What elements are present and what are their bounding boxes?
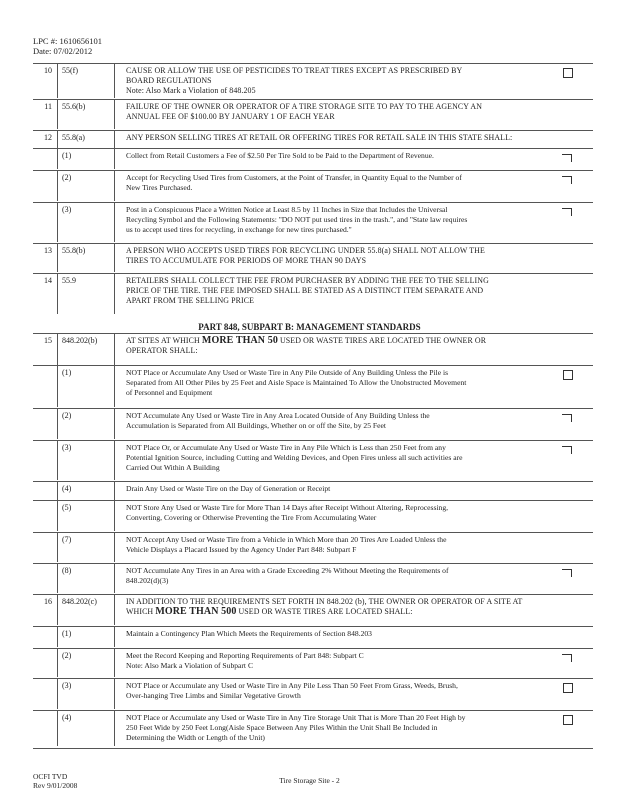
requirement-line: NOT Place or Accumulate any Used or Waste Tire in Any Tire Storage Unit That is More Than 20 Feet High by [126,713,466,722]
section-reference: (7) [62,535,72,544]
requirement-line: NOT Accumulate Any Tires in an Area with a Grade Exceeding 2% Without Meeting the Requirements of [126,566,449,575]
column-divider [114,678,115,709]
requirement-line: NOT Place Or, or Accumulate Any Used or Waste Tire in Any Pile Which is Less than 250 Feet from any [126,443,446,452]
column-divider [57,626,58,647]
requirement-text [126,66,546,97]
footer-form-id: OCFI TVD [33,772,68,781]
requirement-line: CAUSE OR ALLOW THE USE OF PESTICIDES TO TREAT TIRES EXCEPT AS PRESCRIBED BY [126,66,463,75]
requirement-line: Vehicle Displays a Placard Issued by the Agency Under Part 848: Subpart F [126,545,357,555]
row-divider [33,333,593,334]
requirement-text [126,443,546,474]
requirement-text [126,173,546,193]
violation-checkbox[interactable] [563,683,573,693]
emphasis-threshold: MORE THAN 500 [155,606,237,618]
section-reference: (5) [62,503,72,512]
column-divider [57,532,58,562]
row-divider [33,273,593,274]
requirement-line: Note: Also Mark a Violation of 848.205 [126,86,256,96]
requirement-line: 250 Feet Wide by 250 Feet Long(Aisle Space Between Any Piles Within the Unit Shall Be Included in [126,723,438,733]
requirement-line: APART FROM THE SELLING PRICE [126,296,255,306]
section-reference: (8) [62,566,72,575]
section-reference: 848.202(b) [62,336,98,345]
column-divider [114,99,115,129]
section-reference: (2) [62,173,72,182]
column-divider [114,243,115,272]
column-divider [57,710,58,746]
section-reference: (1) [62,629,72,638]
violation-checkbox[interactable] [562,414,572,422]
column-divider [57,273,58,314]
column-divider [57,678,58,709]
column-divider [114,481,115,500]
requirement-text [126,411,546,431]
requirement-line: PRICE OF THE TIRE. THE FEE IMPOSED SHALL BE STATED AS A DISTINCT ITEM SEPARATE AND [126,286,484,296]
requirement-text [126,368,546,399]
requirement-line: Determining the Width or Length of the Unit) [126,733,265,743]
requirement-text [126,102,546,122]
section-reference: (3) [62,205,72,214]
column-divider [114,594,115,625]
column-divider [114,365,115,407]
row-divider [33,532,593,533]
column-divider [114,148,115,169]
requirement-text [126,276,546,307]
requirement-line: Accumulation is Separated from All Buildings, Whether on or off the Site, by 25 Feet [126,421,386,431]
row-divider [33,365,593,366]
column-divider [57,440,58,480]
violation-checkbox[interactable] [562,176,572,184]
section-reference: 55.8(a) [62,133,85,142]
requirement-line: Potential Ignition Source, including Cutting and Welding Devices, and Open Fires unless all such activities are [126,453,463,463]
row-number: 14 [44,276,52,285]
column-divider [57,648,58,677]
column-divider [57,594,58,625]
requirement-line: ANY PERSON SELLING TIRES AT RETAIL OR OFFERING TIRES FOR RETAIL SALE IN THIS STATE SHALL: [126,133,513,142]
requirement-text [126,566,546,586]
requirement-text [126,713,546,744]
requirement-line: RETAILERS SHALL COLLECT THE FEE FROM PURCHASER BY ADDING THE FEE TO THE SELLING [126,276,489,285]
requirement-line: Recycling Symbol and the Following Statements: "DO NOT put used tires in the trash.", and "State law requires [126,215,468,225]
column-divider [57,500,58,531]
requirement-line: NOT Accept Any Used or Waste Tire from a Vehicle in Which More than 20 Tires Are Loaded Unless the [126,535,447,544]
row-number: 10 [44,66,52,75]
column-divider [114,563,115,593]
column-divider [57,243,58,272]
requirement-line: of Personnel and Equipment [126,388,213,398]
column-divider [114,63,115,98]
section-reference: 55.8(b) [62,246,86,255]
requirement-text [126,681,546,701]
section-reference: (1) [62,151,72,160]
footer-page-label: Tire Storage Site - 2 [279,776,340,785]
row-divider [33,63,593,64]
violation-checkbox[interactable] [563,68,573,78]
violation-checkbox[interactable] [563,715,573,725]
column-divider [114,130,115,149]
requirement-line: IN ADDITION TO THE REQUIREMENTS SET FORTH IN 848.202 (b), THE OWNER OR OPERATOR OF A SITE AT [126,597,523,606]
requirement-line: Carried Out Within A Building [126,463,220,473]
column-divider [114,170,115,201]
row-divider [33,710,593,711]
requirement-text [126,629,546,639]
violation-checkbox[interactable] [562,569,572,577]
requirement-text [126,651,546,671]
row-divider [33,648,593,649]
section-reference: (1) [62,368,72,377]
requirement-text [126,205,546,236]
emphasis-threshold: MORE THAN 50 [201,335,278,346]
requirement-line: us to accept used tires for recycling, in exchange for new tires purchased." [126,225,352,235]
row-number: 15 [44,336,52,345]
column-divider [114,648,115,677]
lpc-number: LPC #: 1610656101 [33,36,102,46]
row-number: 12 [44,133,52,142]
requirement-line: OPERATOR SHALL: [126,346,198,356]
requirement-line: NOT Place or Accumulate Any Used or Waste Tire in Any Pile Outside of Any Building Unless the Pile is [126,368,449,377]
violation-checkbox[interactable] [562,154,572,162]
requirement-line: AT SITES AT WHICH MORE THAN 50 USED OR WASTE TIRES ARE LOCATED THE OWNER OR [126,335,487,346]
requirement-line: A PERSON WHO ACCEPTS USED TIRES FOR RECYCLING UNDER 55.8(a) SHALL NOT ALLOW THE [126,246,485,255]
section-reference: (4) [62,484,72,493]
requirement-line: Over-hanging Tree Limbs and Similar Vegetative Growth [126,691,301,701]
section-reference: (2) [62,411,72,420]
column-divider [57,170,58,201]
column-divider [114,532,115,562]
column-divider [57,130,58,149]
requirement-line: Maintain a Contingency Plan Which Meets the Requirements of Section 848.203 [126,629,372,638]
requirement-line: Drain Any Used or Waste Tire on the Day of Generation or Receipt [126,484,331,493]
requirement-line: Converting, Covering or Otherwise Preventing the Tire From Accumulating Water [126,513,377,523]
row-divider [33,500,593,501]
requirement-text [126,151,546,161]
requirement-text [126,535,546,555]
row-divider [33,440,593,441]
requirement-text [126,133,546,143]
column-divider [57,148,58,169]
column-divider [57,481,58,500]
requirement-text [126,597,546,617]
requirement-line: 848.202(d)(3) [126,576,169,586]
requirement-line: BOARD REGULATIONS [126,76,212,86]
column-divider [114,333,115,365]
section-reference: 848.202(c) [62,597,97,606]
violation-checkbox[interactable] [562,654,572,662]
section-reference: 55(f) [62,66,78,75]
row-divider [33,408,593,409]
requirement-line: ANNUAL FEE OF $100.00 BY JANUARY 1 OF EACH YEAR [126,112,335,122]
requirement-text [126,503,546,523]
row-number: 11 [44,102,52,111]
section-reference: (3) [62,443,72,452]
row-divider [33,243,593,244]
requirement-line: NOT Accumulate Any Used or Waste Tire in Any Area Located Outside of Any Building Unless the [126,411,430,420]
row-divider [33,202,593,203]
column-divider [57,333,58,365]
section-reference: 55.6(b) [62,102,86,111]
column-divider [114,408,115,439]
column-divider [57,563,58,593]
column-divider [114,626,115,647]
violation-checkbox[interactable] [562,446,572,454]
footer-revision: Rev 9/01/2008 [33,781,78,790]
row-divider [33,626,593,627]
inspection-date: Date: 07/02/2012 [33,46,93,56]
requirement-line: NOT Store Any Used or Waste Tire for More Than 14 Days after Receipt Without Altering, Reprocessing, [126,503,449,512]
column-divider [57,99,58,129]
violation-checkbox[interactable] [562,208,572,216]
row-number: 13 [44,246,52,255]
row-divider [33,130,593,131]
requirement-line: Post in a Conspicuous Place a Written Notice at Least 8.5 by 11 Inches in Size that Includes the Universal [126,205,448,214]
section-reference: (4) [62,713,72,722]
column-divider [114,440,115,480]
table-bottom-border [33,748,593,749]
violation-checkbox[interactable] [563,370,573,380]
requirement-line: Accept for Recycling Used Tires from Customers, at the Point of Transfer, in Quantity Equal to the Number of [126,173,462,182]
row-divider [33,99,593,100]
row-divider [33,678,593,679]
requirement-text [126,246,546,266]
column-divider [114,202,115,242]
column-divider [57,365,58,407]
requirement-line: Meet the Record Keeping and Reporting Requirements of Part 848: Subpart C [126,651,364,660]
requirement-line: Collect from Retail Customers a Fee of $2.50 Per Tire Sold to be Paid to the Department of Revenue. [126,151,434,160]
column-divider [57,408,58,439]
requirement-line: WHICH MORE THAN 500 USED OR WASTE TIRES ARE LOCATED SHALL: [126,606,413,618]
subpart-title: PART 848, SUBPART B: MANAGEMENT STANDARDS [198,322,421,332]
requirement-text [126,484,546,494]
requirement-line: FAILURE OF THE OWNER OR OPERATOR OF A TIRE STORAGE SITE TO PAY TO THE AGENCY AN [126,102,483,111]
column-divider [57,202,58,242]
row-divider [33,594,593,595]
section-reference: 55.9 [62,276,76,285]
requirement-line: TIRES TO ACCUMULATE FOR PERIODS OF MORE THAN 90 DAYS [126,256,367,266]
row-divider [33,481,593,482]
column-divider [114,500,115,531]
section-reference: (3) [62,681,72,690]
section-reference: (2) [62,651,72,660]
column-divider [114,273,115,314]
requirement-line: Note: Also Mark a Violation of Subpart C [126,661,254,671]
requirement-text [126,336,546,356]
row-divider [33,170,593,171]
requirement-line: New Tires Purchased. [126,183,193,193]
row-divider [33,563,593,564]
row-divider [33,148,593,149]
requirement-line: NOT Place or Accumulate any Used or Waste Tire in Any Pile Less Than 50 Feet From Grass, Weeds, Brush, [126,681,458,690]
row-number: 16 [44,597,52,606]
column-divider [114,710,115,746]
column-divider [57,63,58,98]
requirement-line: Separated from All Other Piles by 25 Feet and Aisle Space is Maintained To Allow the Unobstructed Movement [126,378,467,388]
